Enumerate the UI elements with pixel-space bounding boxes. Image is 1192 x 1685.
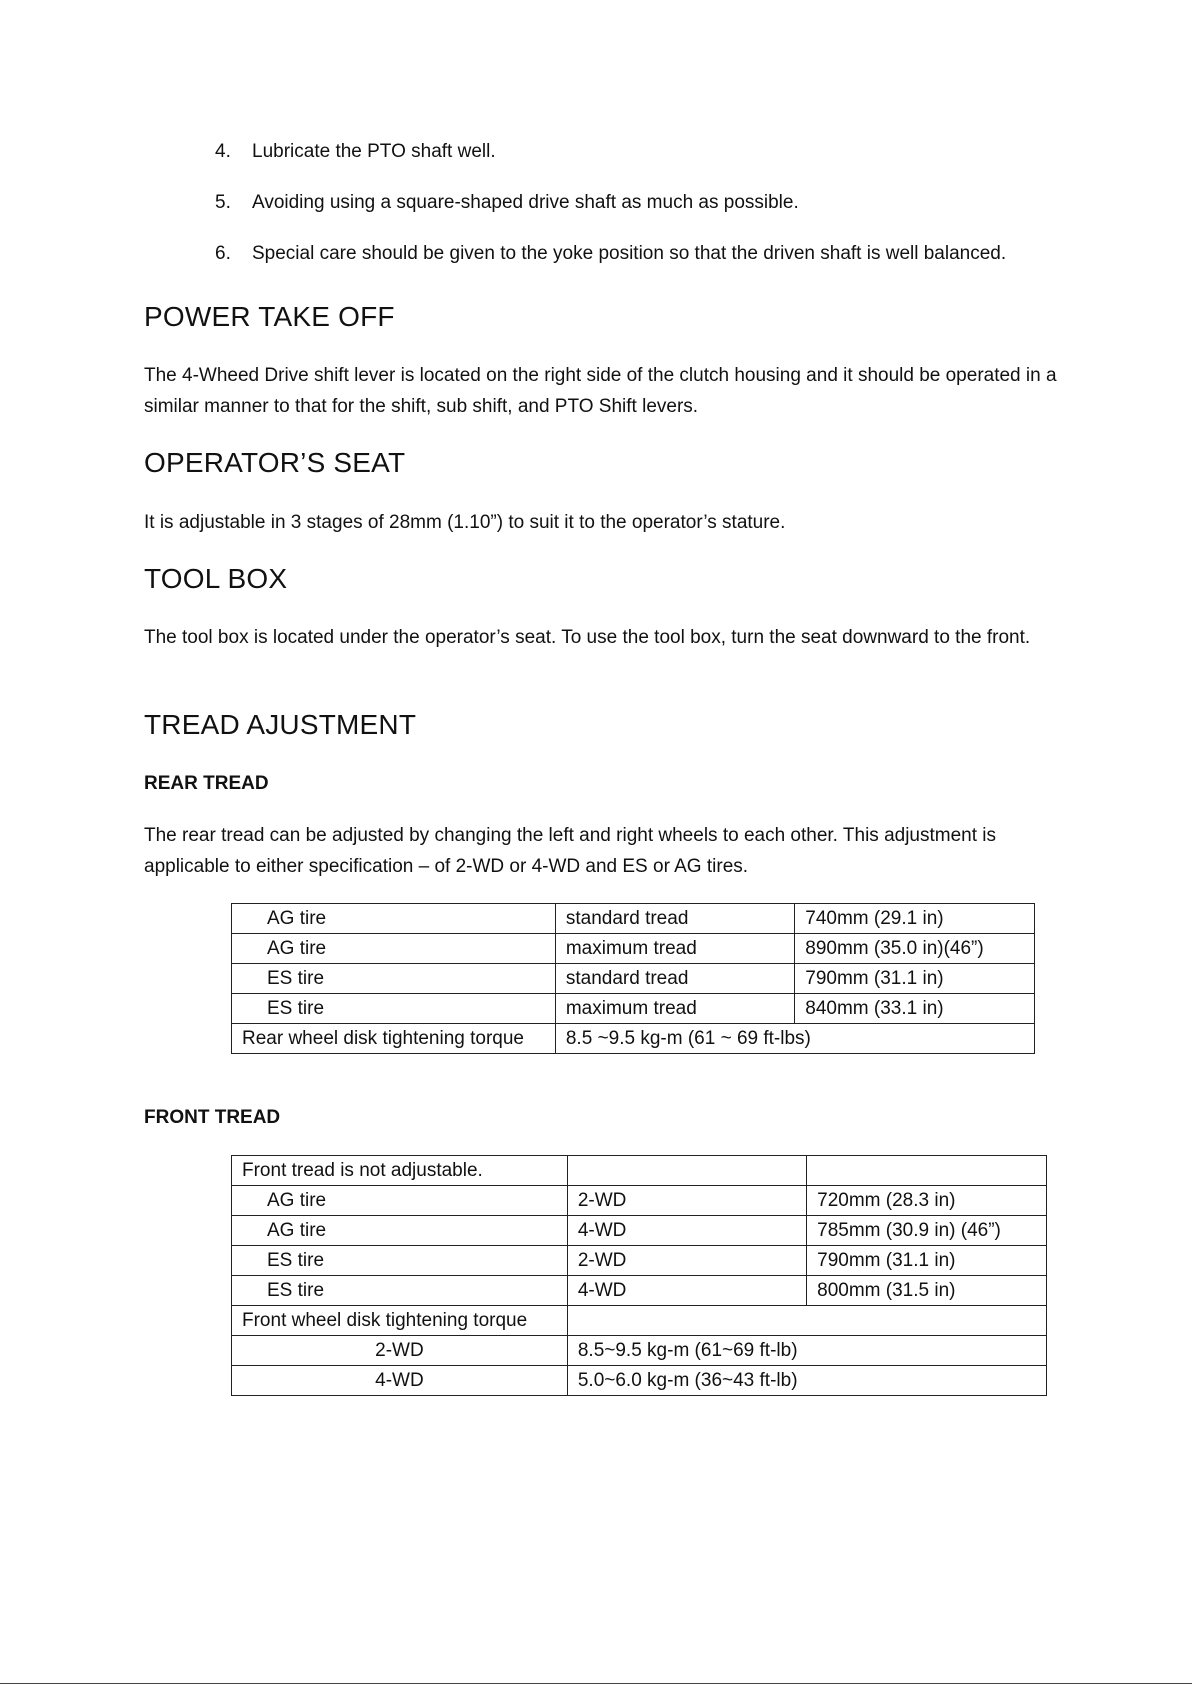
- front-tread-table: [231, 1155, 1047, 1396]
- table-cell: 2-WD: [232, 1336, 568, 1366]
- heading-tool-box: TOOL BOX: [144, 563, 288, 594]
- table-row: [232, 1336, 1047, 1366]
- table-row: [232, 964, 1035, 994]
- table-cell: Front tread is not adjustable.: [232, 1156, 568, 1186]
- table-cell: 4-WD: [232, 1366, 568, 1396]
- table-cell: 5.0~6.0 kg-m (36~43 ft-lb): [567, 1366, 1046, 1396]
- table-cell: 720mm (28.3 in): [807, 1186, 1047, 1216]
- numbered-list: [215, 140, 1006, 293]
- table-cell: [807, 1156, 1047, 1186]
- table-row: [232, 1186, 1047, 1216]
- table-row: [232, 1306, 1047, 1336]
- table-row: [232, 1024, 1035, 1054]
- table-cell: 890mm (35.0 in)(46”): [795, 934, 1035, 964]
- table-cell: ES tire: [232, 964, 556, 994]
- list-item: [215, 140, 1006, 191]
- table-cell: Front wheel disk tightening torque: [232, 1306, 568, 1336]
- paragraph-operators-seat: It is adjustable in 3 stages of 28mm (1.10”) to suit it to the operator’s stature.: [144, 512, 786, 533]
- table-cell: Rear wheel disk tightening torque: [232, 1024, 556, 1054]
- table-cell: [567, 1306, 1046, 1336]
- table-cell: 785mm (30.9 in) (46”): [807, 1216, 1047, 1246]
- table-cell: 8.5 ~9.5 kg-m (61 ~ 69 ft-lbs): [555, 1024, 1034, 1054]
- paragraph-rear-tread: The rear tread can be adjusted by changing the left and right wheels to each other. This adjustment is applicable to either specification – of 2-WD or 4-WD and ES or AG tires.: [144, 825, 997, 877]
- table-cell: 2-WD: [567, 1246, 806, 1276]
- heading-power-take-off: POWER TAKE OFF: [144, 301, 395, 332]
- heading-operators-seat: OPERATOR’S SEAT: [144, 447, 406, 478]
- table-cell: 840mm (33.1 in): [795, 994, 1035, 1024]
- paragraph-power-take-off: The 4-Wheed Drive shift lever is located on the right side of the clutch housing and it should be operated in a similar manner to that for the shift, sub shift, and PTO Shift levers.: [144, 365, 1057, 417]
- table-cell: ES tire: [232, 1246, 568, 1276]
- table-row: [232, 1156, 1047, 1186]
- subheading-rear-tread: REAR TREAD: [144, 773, 269, 794]
- table-cell: AG tire: [232, 1186, 568, 1216]
- table-cell: 4-WD: [567, 1276, 806, 1306]
- table-cell: maximum tread: [555, 994, 794, 1024]
- list-item: [215, 191, 1006, 242]
- table-cell: AG tire: [232, 904, 556, 934]
- list-item-number: 5.: [215, 192, 231, 213]
- list-item-text: Special care should be given to the yoke position so that the driven shaft is well balanced.: [252, 243, 1007, 264]
- list-item-text: Lubricate the PTO shaft well.: [252, 141, 496, 162]
- rear-tread-table: [231, 903, 1035, 1054]
- table-cell: 8.5~9.5 kg-m (61~69 ft-lb): [567, 1336, 1046, 1366]
- list-item: [215, 242, 1006, 293]
- table-cell: maximum tread: [555, 934, 794, 964]
- table-cell: 740mm (29.1 in): [795, 904, 1035, 934]
- subheading-front-tread: FRONT TREAD: [144, 1107, 281, 1128]
- heading-tread-adjustment: TREAD AJUSTMENT: [144, 709, 417, 740]
- list-item-number: 6.: [215, 243, 231, 264]
- table-cell: AG tire: [232, 934, 556, 964]
- table-cell: 4-WD: [567, 1216, 806, 1246]
- table-row: [232, 904, 1035, 934]
- paragraph-tool-box: The tool box is located under the operator’s seat. To use the tool box, turn the seat downward to the front.: [144, 627, 1031, 648]
- table-cell: ES tire: [232, 994, 556, 1024]
- table-cell: [567, 1156, 806, 1186]
- table-cell: 800mm (31.5 in): [807, 1276, 1047, 1306]
- table-cell: ES tire: [232, 1276, 568, 1306]
- list-item-number: 4.: [215, 141, 231, 162]
- table-cell: 790mm (31.1 in): [807, 1246, 1047, 1276]
- table-row: [232, 994, 1035, 1024]
- table-row: [232, 934, 1035, 964]
- table-cell: standard tread: [555, 904, 794, 934]
- list-item-text: Avoiding using a square-shaped drive shaft as much as possible.: [252, 192, 799, 213]
- table-cell: 2-WD: [567, 1186, 806, 1216]
- table-cell: AG tire: [232, 1216, 568, 1246]
- table-row: [232, 1216, 1047, 1246]
- table-row: [232, 1276, 1047, 1306]
- table-cell: standard tread: [555, 964, 794, 994]
- table-row: [232, 1366, 1047, 1396]
- table-cell: 790mm (31.1 in): [795, 964, 1035, 994]
- page-bottom-rule: [0, 1683, 1192, 1684]
- table-row: [232, 1246, 1047, 1276]
